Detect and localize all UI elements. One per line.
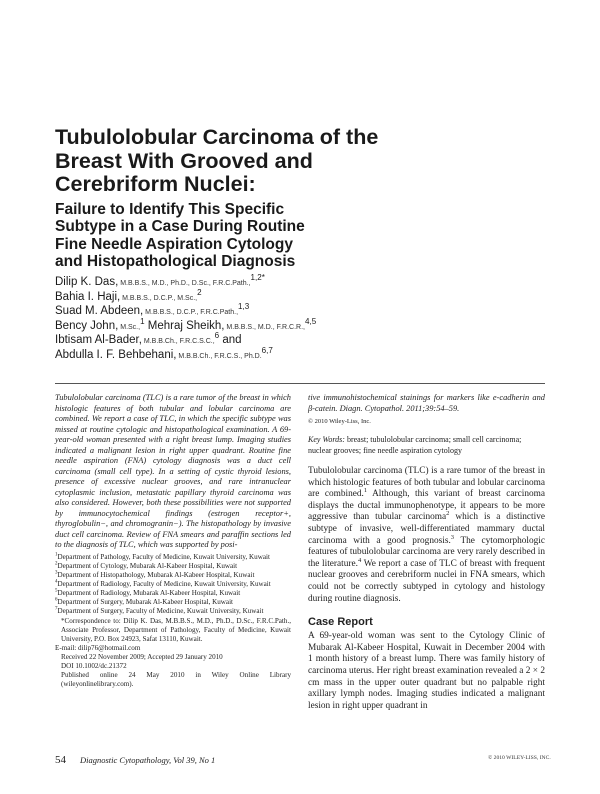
correspondence-note: *Correspondence to: Dilip K. Das, M.B.B.S., M.D., Ph.D., D.Sc., F.R.C.Path., Associate Professor, Department of Pathology, Faculty of Medicine, Kuwait University, P.O. Box 24923, Safat 13110, Kuwait. (61, 617, 291, 643)
abstract-copyright: © 2010 Wiley-Liss, Inc. (308, 418, 371, 425)
left-column (55, 393, 291, 551)
author-credentials: M.B.B.Ch., F.R.C.S.C., (141, 338, 215, 345)
author-line (55, 331, 495, 349)
author-list (55, 273, 495, 363)
author-credentials: M.B.B.Ch., F.R.C.S., Ph.D. (176, 352, 262, 360)
author-line (55, 287, 495, 306)
subtitle-line: Fine Needle Aspiration Cytology (55, 235, 293, 253)
author-name: Bahia I. Haji, (55, 290, 121, 303)
title-line: Cerebriform Nuclei: (55, 172, 256, 196)
right-column (308, 393, 545, 712)
author-affiliation-ref: 1,3 (238, 302, 250, 312)
article-title-block (55, 126, 475, 271)
correspondence-email[interactable]: E-mail: dilip76@hotmail.com (55, 644, 141, 652)
author-name: Ibtisam Al-Bader, (55, 334, 142, 346)
publisher-copyright: © 2010 WILEY-LISS, INC. (488, 755, 551, 761)
title-line: Tubulolobular Carcinoma of the (55, 125, 379, 149)
author-name: Mehraj Sheikh, (144, 319, 225, 332)
author-credentials: M.B.B.S., D.C.P., F.R.C.Path., (143, 309, 239, 316)
author-line (55, 273, 495, 291)
author-line (55, 345, 495, 364)
header-divider (55, 383, 545, 384)
keywords (308, 435, 545, 456)
article-title (55, 126, 475, 197)
case-report-heading: Case Report (308, 616, 373, 629)
affiliation-footnote: $^4$Department of Radiology, Faculty of Medicine, Kuwait University, Kuwait (55, 579, 271, 588)
author-credentials: M.B.B.S., M.D., Ph.D., D.Sc., F.R.C.Path., (118, 280, 251, 287)
author-conjunction: and (219, 334, 242, 346)
subtitle-line: Failure to Identify This Specific (55, 200, 285, 218)
subtitle-line: and Histopathological Diagnosis (55, 253, 296, 270)
page-number: 54 (55, 754, 66, 766)
author-line (55, 302, 495, 320)
title-line: Breast With Grooved and (55, 148, 313, 173)
citation-ref[interactable]: 1 (363, 487, 368, 495)
author-name: Bency John, (55, 319, 119, 332)
author-name: Suad M. Abdeen, (55, 305, 144, 317)
abstract-text: Tubulolobular carcinoma (TLC) is a rare tumor of the breast in which histologic features of both tubular and lobular carcinoma are combined. We report a case of TLC, in which the specific subtype was missed at routine cytologic and histopathological examination. A 69-year-old woman presented with a right breast lump. Imaging studies indicated a malignant lesion in right upper quadrant. Routine fine needle aspiration (FNA) cytology diagnosis was a duct cell carcinoma (small cell type). In a setting of cystic thyroid lesions, presence of excessive nuclear grooves, and rare intranuclear cytoplasmic inclusion, metastatic papillary thyroid carcinoma was also considered. However, both these possibilities were not supported by immunocytochemical findings (estrogen receptor+, thyroglobulin−, and chromogranin−). The histopathology by invasive duct cell carcinoma. Review of FNA smears and paraffin sections led to the diagnosis of TLC, which was supported by posi- (55, 393, 291, 549)
affiliation-footnote: $^3$Department of Histopathology, Mubarak Al-Kabeer Hospital, Kuwait (55, 570, 255, 579)
received-dates: Received 22 November 2009; Accepted 29 January 2010 (61, 653, 223, 661)
page-footer (55, 754, 215, 766)
affiliation-footnote: $^6$Department of Surgery, Mubarak Al-Kabeer Hospital, Kuwait (55, 597, 234, 606)
published-online: Published online 24 May 2010 in Wiley Online Library (wileyonlinelibrary.com). (61, 671, 291, 688)
author-credentials: M.Sc., (118, 323, 141, 331)
author-credentials: M.B.B.S., M.D., F.R.C.R., (224, 323, 305, 331)
journal-citation: Diagnostic Cytopathology, Vol 39, No 1 (80, 755, 216, 765)
case-report-paragraph: A 69-year-old woman was sent to the Cytology Clinic of Mubarak Al-Kabeer Hospital, Kuwait in December 2004 with 1 month history of a breast lump. There was family history of carcinoma uterus. Her right breast examination revealed a 2 × 2 cm mass in the upper outer quadrant but no palpable right axillary lymph nodes. Imaging studies indicated a malignant lesion in right upper quadrant in (308, 631, 545, 711)
keywords-text: breast; tubulolobular carcinoma; small cell carcinoma; nuclear grooves; fine needle aspiration cytology (308, 435, 522, 455)
author-affiliation-ref: 4,5 (304, 316, 317, 326)
author-credentials: M.B.B.S., D.C.P., M.Sc., (120, 294, 198, 302)
author-affiliation-ref: 6,7 (261, 345, 273, 355)
author-affiliation-ref: 1 (140, 316, 145, 326)
author-name: Dilip K. Das, (55, 276, 119, 288)
article-subtitle (55, 201, 475, 271)
author-name: Abdulla I. F. Behbehani, (55, 348, 177, 361)
affiliation-footnote: $^2$Department of Cytology, Mubarak Al-Kabeer Hospital, Kuwait (55, 561, 238, 570)
author-affiliation-ref: 6 (214, 331, 220, 341)
introduction-paragraph: Tubulolobular carcinoma (TLC) is a rare tumor of the breast in which histologic features of both tubular and lobular carcinoma are combined.$^1$ Although, this variant of breast carcinoma displays the ductal immunophenotype, it appears to be more aggressive than tubular carcinoma$^2$ which is a distinctive subtype of invasive, well-differentiated mammary ductal carcinoma with a good prognosis.$^3$ The cytomorphologic features of tubulolobular carcinoma are very rarely described in the literature.$^4$ We report a case of TLC of breast with frequent nuclear grooves and cerebriform nuclei in FNA smears, which could not be correctly subtyped in cytology and histology during routine diagnosis. (308, 466, 545, 604)
subtitle-line: Subtype in a Case During Routine (55, 218, 305, 235)
citation-ref[interactable]: 3 (450, 533, 455, 541)
author-affiliation-ref: 2 (197, 287, 202, 297)
doi[interactable]: DOI 10.1002/dc.21372 (61, 662, 127, 670)
affiliation-footnote: $^1$Department of Pathology, Faculty of Medicine, Kuwait University, Kuwait (55, 552, 270, 561)
keywords-label: Key Words: (308, 435, 345, 444)
citation-ref[interactable]: 2 (446, 510, 450, 518)
affiliation-footnote: $^7$Department of Surgery, Faculty of Medicine, Kuwait University, Kuwait (55, 606, 264, 615)
abstract-continuation: tive immunohistochemical stainings for markers like e-cadherin and β-catein. Diagn. Cytopathol. 2011;39:54–59. (308, 393, 545, 413)
affiliation-footnote: $^5$Department of Radiology, Mubarak Al-Kabeer Hospital, Kuwait (55, 588, 241, 597)
author-line (55, 316, 495, 335)
footnotes (55, 553, 291, 689)
citation-ref[interactable]: 4 (357, 556, 362, 564)
author-affiliation-ref: 1,2* (250, 273, 265, 283)
